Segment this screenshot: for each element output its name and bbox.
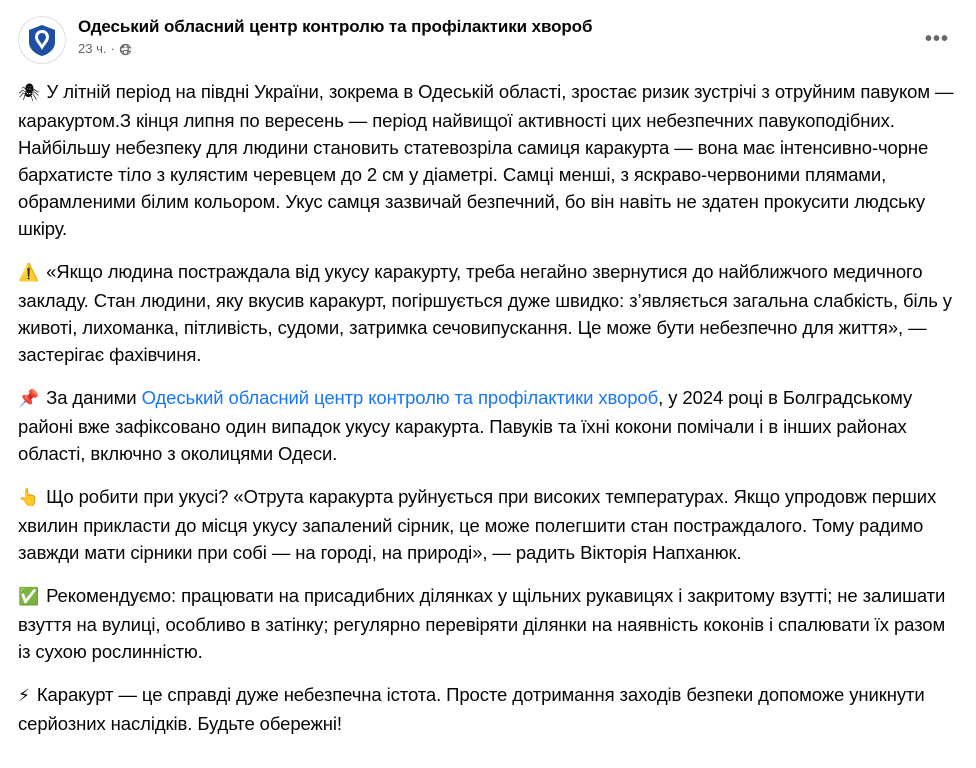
post-meta	[78, 41, 592, 57]
meta-separator: ·	[110, 41, 115, 56]
post-header-text	[78, 14, 592, 57]
paragraph-text-before-link: За даними	[41, 387, 142, 408]
paragraph-text: «Якщо людина постраждала від укусу каракурту, треба негайно звернутися до найближчого медичного закладу. Стан людини, яку вкусив каракурт, погіршується дуже швидко: з’являється загальна слабкість, біль у животі, лихоманка, пітливість, судоми, затримка сечовипускання. Це може бути небезпечно для життя», — застерігає фахівчиня.	[18, 261, 952, 365]
pushpin-emoji: 📌	[18, 389, 40, 409]
post-more-options-button[interactable]: •••	[924, 28, 949, 50]
post-paragraph-2	[18, 258, 958, 368]
paragraph-text: Каракурт — це справді дуже небезпечна істота. Просте дотримання заходів безпеки допоможе уникнути серйозних наслідків. Будьте обережні!	[18, 684, 925, 734]
warning-emoji: ⚠️	[18, 263, 40, 283]
post-paragraph-6	[18, 681, 958, 737]
post-paragraph-3	[18, 384, 958, 467]
paragraph-text: Рекомендуємо: працювати на присадибних ділянках у щільних рукавицях і закритому взутті; не залишати взуття на вулиці, особливо в затінку; регулярно перевіряти ділянки на наявність коконів і спалювати їх разом із сухою рослинністю.	[18, 585, 946, 662]
finger-emoji: 👆	[18, 488, 40, 508]
post-body	[18, 78, 958, 737]
post-paragraph-5	[18, 582, 958, 665]
lightning-emoji: ⚡	[18, 686, 30, 706]
paragraph-text: Що робити при укусі? «Отрута каракурта руйнується при високих температурах. Якщо упродовж перших хвилин прикласти до місця укусу запалений сірник, це може полегшити стан постраждалого. Тому радимо завжди мати сірники при собі — на городі, на природі», — радить Вікторія Напханюк.	[18, 486, 937, 563]
paragraph-text: У літній період на півдні України, зокрема в Одеській області, зростає ризик зустрічі з отруйним павуком — каракуртом.З кінця липня по вересень — період найвищої активності цих небезпечних павукоподібних. Найбільшу небезпеку для людини становить статевозріла самиця каракурта — вона має інтенсивно-чорне бархатисте тіло з кулястим черевцем до 2 см у діаметрі. Самці менші, з яскраво-червоними плямами, обрамленими білим кольором. Укус самця зазвичай безпечний, бо він навіть не здатен прокусити людську шкіру.	[18, 81, 954, 239]
check-emoji: ✅	[18, 587, 40, 607]
paragraph-text-after-link: , у 2024 році в Болградському районі вже зафіксовано один випадок укусу каракурта. Павуків та їхні кокони помічали і в інших районах області, включно з околицями Одеси.	[18, 387, 913, 464]
page-mention-link[interactable]: Одеський обласний центр контролю та профілактики хвороб	[141, 387, 659, 408]
post-paragraph-1	[18, 78, 958, 242]
globe-icon[interactable]	[119, 43, 132, 56]
post-paragraph-4	[18, 483, 958, 566]
post-timestamp[interactable]: 23 ч.	[78, 41, 107, 56]
page-name[interactable]: Одеський обласний центр контролю та профілактики хвороб	[78, 17, 593, 36]
shield-logo-icon	[20, 18, 64, 62]
spider-emoji: 🕷	[18, 83, 40, 103]
avatar[interactable]	[18, 16, 66, 64]
post-header	[18, 14, 958, 64]
